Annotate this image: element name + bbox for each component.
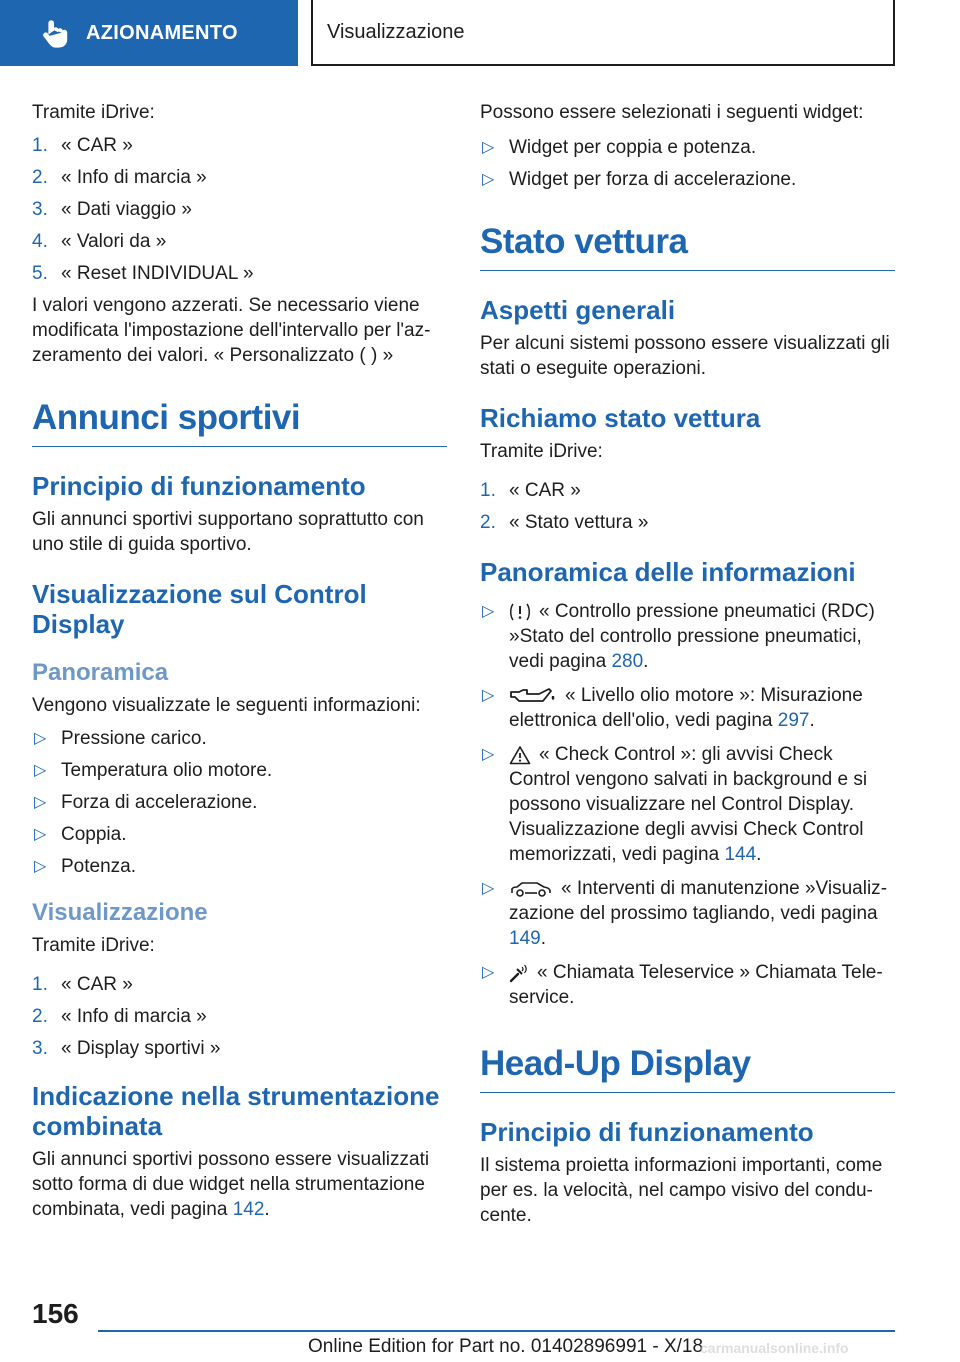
list-item: ▷ Widget per forza di accelerazione. xyxy=(482,169,797,190)
list-item: 1. « CAR » xyxy=(32,974,133,995)
triangle-bullet-icon: ▷ xyxy=(482,880,495,897)
widgets-intro: Possono essere selezionati i seguenti widget: xyxy=(480,102,864,123)
chapter-title: Visualizzazione xyxy=(327,20,465,43)
heading-overview: Panoramica xyxy=(32,659,169,686)
widgets-list xyxy=(480,135,895,192)
list-item: ▷ Widget per coppia e potenza. xyxy=(482,137,757,158)
reset-description: I valori vengono azzerati. Se necessario viene modificata l'impostazione dell'intervallo per l'azzeramento dei valori. « Personalizzato ( ) » xyxy=(32,295,431,366)
triangle-bullet-icon: ▷ xyxy=(482,687,495,704)
page-link[interactable]: 297 xyxy=(777,710,810,731)
view-steps-list xyxy=(32,972,447,1061)
page-link[interactable]: 149 xyxy=(509,928,541,949)
list-item: ▷ « Livello olio motore »: Misurazione elettronica dell'olio, vedi pagina 297. xyxy=(482,685,863,731)
heading-cluster: Indicazione nella strumentazione combinata xyxy=(32,1081,440,1141)
idrive-intro: Tramite iDrive: xyxy=(32,102,155,123)
page-link[interactable]: 144 xyxy=(724,844,757,865)
principle-text: Gli annunci sportivi supportano soprattutto con uno stile di guida sportivo. xyxy=(32,509,424,555)
car-service-icon xyxy=(509,880,553,898)
list-item: 3. « Dati viaggio » xyxy=(32,199,192,220)
section-title: AZIONAMENTO xyxy=(86,21,238,44)
list-item: ▷ « Controllo pressione pneumatici (RDC) »Stato del controllo pressione pneumatici, vedi pagina 280. xyxy=(482,601,875,672)
heading-general: Aspetti generali xyxy=(480,295,676,325)
triangle-bullet-icon: ▷ xyxy=(34,730,47,747)
page-link[interactable]: 142 xyxy=(232,1199,265,1220)
hud-text: Il sistema proietta informazioni importanti, come per es. la velocità, nel campo visivo del conducente. xyxy=(480,1155,883,1226)
list-item: 4. « Valori da » xyxy=(32,231,167,252)
general-text: Per alcuni sistemi possono essere visualizzati gli stati o eseguite operazioni. xyxy=(480,333,890,379)
page-header xyxy=(0,0,960,66)
tire-pressure-icon xyxy=(509,602,531,622)
triangle-bullet-icon: ▷ xyxy=(482,746,495,763)
list-item: 1. « CAR » xyxy=(480,480,581,501)
list-item: 5. « Reset INDIVIDUAL » xyxy=(32,263,254,284)
page-number: 156 xyxy=(32,1298,79,1329)
heading-vehicle-status: Stato vettura xyxy=(480,222,895,271)
triangle-bullet-icon: ▷ xyxy=(482,964,495,981)
right-column xyxy=(480,100,895,1236)
list-item: ▷ Pressione carico. xyxy=(34,728,207,749)
list-item: 1. « CAR » xyxy=(32,135,133,156)
hand-touch-icon xyxy=(40,18,68,48)
oil-can-icon xyxy=(509,686,557,706)
cluster-text: Gli annunci sportivi possono essere visualizzati sotto forma di due widget nella strumentazione combinata, vedi pagina 142. xyxy=(32,1149,430,1220)
heading-principle: Principio di funzionamento xyxy=(32,471,366,501)
heading-info-overview: Panoramica delle informazioni xyxy=(480,557,856,587)
triangle-bullet-icon: ▷ xyxy=(482,603,495,620)
recall-steps-list xyxy=(480,478,895,535)
heading-sport-displays: Annunci sportivi xyxy=(32,398,447,447)
list-item: ▷ « Interventi di manutenzione »Visualizzazione del prossimo tagliando, vedi pagina 149. xyxy=(482,878,888,949)
heading-recall-status: Richiamo stato vettura xyxy=(480,403,761,433)
heading-hud: Head-Up Display xyxy=(480,1044,895,1093)
list-item: 3. « Display sportivi » xyxy=(32,1038,221,1059)
info-items-list xyxy=(32,726,447,879)
list-item: ▷ Potenza. xyxy=(34,856,136,877)
triangle-bullet-icon: ▷ xyxy=(482,171,495,188)
heading-control-display: Visualizzazione sul Control Display xyxy=(32,579,367,639)
triangle-bullet-icon: ▷ xyxy=(34,826,47,843)
triangle-bullet-icon: ▷ xyxy=(34,762,47,779)
list-item: ▷ Temperatura olio motore. xyxy=(34,760,273,781)
recall-intro: Tramite iDrive: xyxy=(480,441,603,462)
triangle-bullet-icon: ▷ xyxy=(482,139,495,156)
list-item: ▷ Coppia. xyxy=(34,824,127,845)
status-info-list xyxy=(480,599,895,1010)
list-item: 2. « Stato vettura » xyxy=(480,512,649,533)
section-tab xyxy=(0,0,298,66)
list-item: ▷ « Chiamata Teleservice » Chiamata Teleservice. xyxy=(482,962,883,1008)
list-item: 2. « Info di marcia » xyxy=(32,1006,207,1027)
watermark: carmanualsonline.info xyxy=(700,1340,849,1356)
heading-view: Visualizzazione xyxy=(32,899,208,926)
wrench-signal-icon xyxy=(509,963,529,983)
reset-steps-list xyxy=(32,133,447,286)
chapter-box xyxy=(311,0,895,66)
warning-triangle-icon xyxy=(509,745,531,765)
overview-text: Vengono visualizzate le seguenti informazioni: xyxy=(32,695,421,716)
triangle-bullet-icon: ▷ xyxy=(34,794,47,811)
footer-divider xyxy=(98,1330,895,1332)
list-item: ▷ « Check Control »: gli avvisi Check Control vengono salvati in background e si possono visualizzare nel Control Display. Visualizzazione degli avvisi Check Control memorizzati, vedi pagina 144. xyxy=(482,744,868,865)
triangle-bullet-icon: ▷ xyxy=(34,858,47,875)
list-item: ▷ Forza di accelerazione. xyxy=(34,792,258,813)
heading-hud-principle: Principio di funzionamento xyxy=(480,1117,814,1147)
page-link[interactable]: 280 xyxy=(611,651,644,672)
edition-text: Online Edition for Part no. 01402896991 - X/18 xyxy=(308,1336,704,1357)
list-item: 2. « Info di marcia » xyxy=(32,167,207,188)
left-column xyxy=(32,100,447,1230)
view-intro: Tramite iDrive: xyxy=(32,935,155,956)
